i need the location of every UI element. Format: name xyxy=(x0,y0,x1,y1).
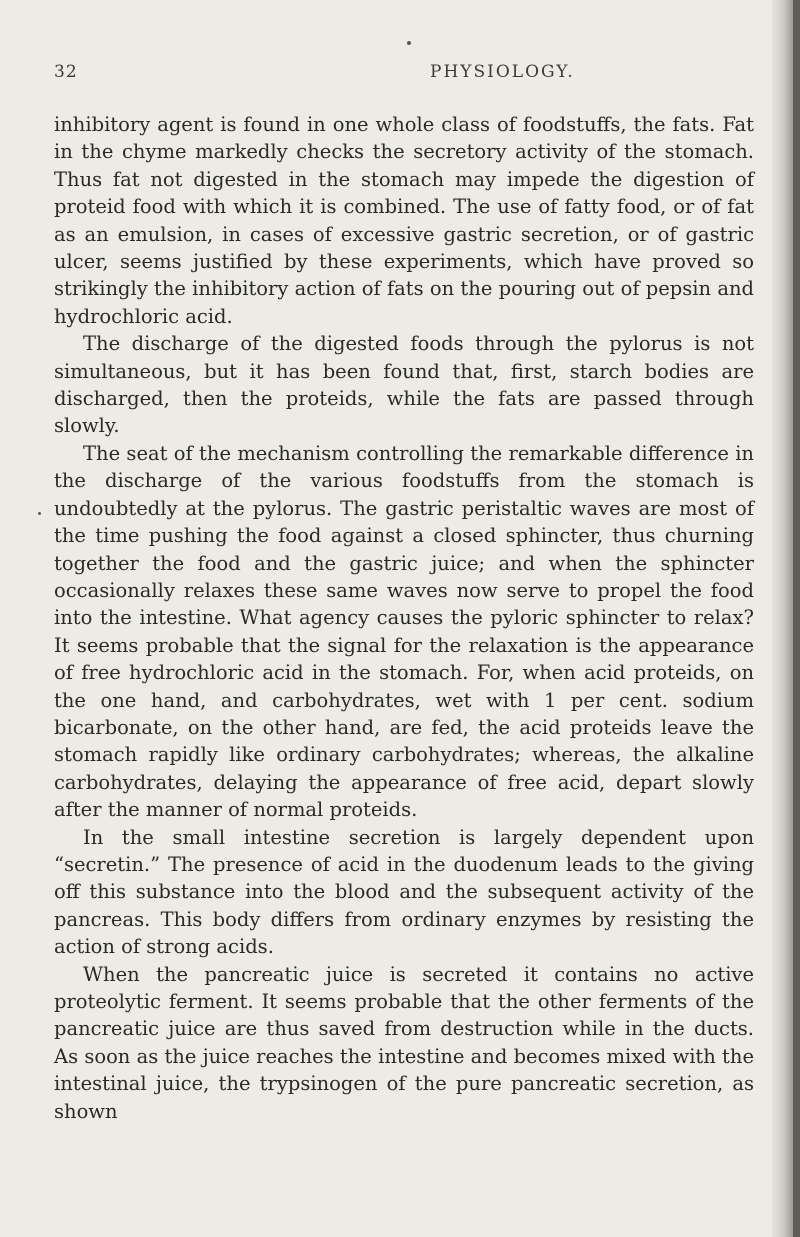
paragraph-4: In the small intestine secretion is largely dependent upon “secretin.” The presence of acid in the duodenum leads to the giving off this substance into the blood and the subsequent activity of the pancreas. This body differs from ordinary enzymes by resisting the action of strong acids. xyxy=(54,825,754,959)
body-text xyxy=(54,111,754,1125)
running-head: PHYSIOLOGY. xyxy=(430,62,575,82)
ink-speck xyxy=(38,512,41,515)
paragraph-1: inhibitory agent is found in one whole class of foodstuffs, the fats. Fat in the chyme markedly checks the secretory activity of the stomach. Thus fat not digested in the stomach may impede the digestion of proteid food with which it is combined. The use of fatty food, or of fat as an emulsion, in cases of excessive gastric secretion, or of gastric ulcer, seems justified by these experiments, which have proved so strikingly the inhibitory action of fats on the pouring out of pepsin and hydrochloric acid. xyxy=(54,113,754,328)
paragraph-5: When the pancreatic juice is secreted it contains no active proteolytic ferment. It seems probable that the other ferments of the pancreatic juice are thus saved from destruction while in the ducts. As soon as the juice reaches the intestine and becomes mixed with the intestinal juice, the trypsinogen of the pure pancreatic secretion, as shown xyxy=(54,962,754,1123)
page-number: 32 xyxy=(54,62,78,82)
ink-speck xyxy=(407,41,411,45)
paragraph-2: The discharge of the digested foods through the pylorus is not simultaneous, but it has been found that, first, starch bodies are discharged, then the proteids, while the fats are passed through slowly. xyxy=(54,332,754,438)
page-edge-dark xyxy=(793,0,800,1237)
paragraph-3: The seat of the mechanism controlling the remarkable difference in the discharge of the various foodstuffs from the stomach is undoubtedly at the pylorus. The gastric peristaltic waves are most of the time pushing the food against a closed sphincter, thus churning together the food and the gastric juice; and when the sphincter occasionally relaxes these same waves now serve to propel the food into the intestine. What agency causes the pyloric sphincter to relax? It seems probable that the signal for the relaxation is the appearance of free hydrochloric acid in the stomach. For, when acid proteids, on the one hand, and carbohydrates, wet with 1 per cent. sodium bicarbonate, on the other hand, are fed, the acid proteids leave the stomach rapidly like ordinary carbohydrates; whereas, the alkaline carbohydrates, delaying the appearance of free acid, depart slowly after the manner of normal proteids. xyxy=(54,441,754,822)
page-header xyxy=(54,62,754,86)
